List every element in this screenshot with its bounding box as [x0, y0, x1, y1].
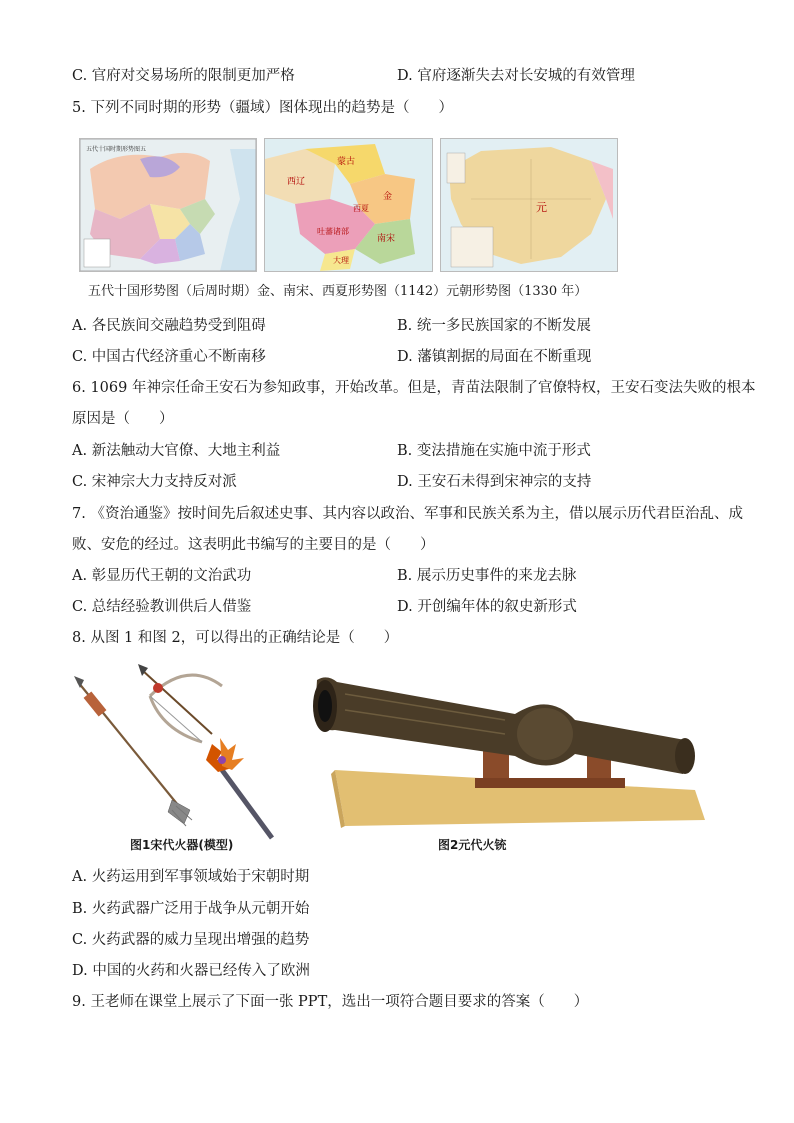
q5-option-b: B. 统一多民族国家的不断发展	[397, 318, 591, 334]
q8-option-b: B. 火药武器广泛用于战争从元朝开始	[72, 901, 310, 917]
fig1-song-fire-weapons	[72, 660, 292, 840]
map2-label-dali: 大理	[333, 256, 349, 265]
q5-option-c: C. 中国古代经济重心不断南移	[72, 349, 266, 365]
q7-option-a: A. 彰显历代王朝的文治武功	[72, 568, 252, 584]
q7-option-b: B. 展示历史事件的来龙去脉	[397, 568, 577, 584]
map-yuan	[440, 138, 618, 272]
map2-label-jin: 金	[383, 192, 393, 202]
map1-title: 五代十国时期形势图五	[86, 146, 147, 153]
q8-option-d: D. 中国的火药和火器已经传入了欧洲	[72, 963, 310, 979]
q5-option-d: D. 藩镇割据的局面在不断重现	[397, 349, 592, 365]
q8-stem: 8. 从图 1 和图 2，可以得出的正确结论是（ ）	[72, 630, 399, 646]
q7-option-c: C. 总结经验教训供后人借鉴	[72, 599, 252, 615]
q5-stem: 5. 下列不同时期的形势（疆域）图体现出的趋势是（ ）	[72, 100, 453, 116]
q6-option-d: D. 王安石未得到宋神宗的支持	[397, 474, 592, 490]
q4-option-c: C. 官府对交易场所的限制更加严格	[72, 68, 295, 84]
q5-map-caption: 五代十国形势图（后周时期）金、南宋、西夏形势图（1142）元朝形势图（1330 年）	[88, 284, 588, 299]
q5-option-a: A. 各民族间交融趋势受到阻碍	[72, 318, 266, 334]
q6-option-c: C. 宋神宗大力支持反对派	[72, 474, 237, 490]
q7-stem-line1: 7. 《资治通鉴》按时间先后叙述史事、其内容以政治、军事和民族关系为主，借以展示历代君臣治乱、成	[72, 506, 743, 522]
q7-stem-line2: 败、安危的经过。这表明此书编写的主要目的是（ ）	[72, 537, 435, 553]
map2-label-menggu: 蒙古	[337, 157, 356, 167]
map2-label-tubo: 吐蕃诸部	[317, 227, 349, 236]
map2-label-xiliao: 西辽	[287, 177, 306, 187]
map-five-dynasties	[79, 138, 257, 272]
q6-option-a: A. 新法触动大官僚、大地主利益	[72, 443, 281, 459]
map2-label-xixia: 西夏	[353, 204, 369, 213]
q5-map-strip	[79, 138, 619, 270]
q8-option-c: C. 火药武器的威力呈现出增强的趋势	[72, 932, 310, 948]
q8-option-a: A. 火药运用到军事领域始于宋朝时期	[72, 869, 310, 885]
fig1-caption: 图1宋代火器(模型)	[130, 838, 234, 852]
map2-label-nansong: 南宋	[377, 234, 396, 244]
q6-stem-line2: 原因是（ ）	[72, 411, 174, 427]
q6-stem-line1: 6. 1069 年神宗任命王安石为参知政事，开始改革。但是，青苗法限制了官僚特权，王安石变法失败的根本	[72, 380, 756, 396]
fig2-caption: 图2元代火铳	[438, 838, 507, 852]
fig2-yuan-huochong	[305, 670, 705, 830]
q9-stem: 9. 王老师在课堂上展示了下面一张 PPT，选出一项符合题目要求的答案（ ）	[72, 994, 589, 1010]
map3-label-yuan: 元	[536, 201, 547, 214]
map-jin-song-xia	[264, 138, 433, 272]
q7-option-d: D. 开创编年体的叙史新形式	[397, 599, 577, 615]
q6-option-b: B. 变法措施在实施中流于形式	[397, 443, 591, 459]
q4-option-d: D. 官府逐渐失去对长安城的有效管理	[397, 68, 635, 84]
